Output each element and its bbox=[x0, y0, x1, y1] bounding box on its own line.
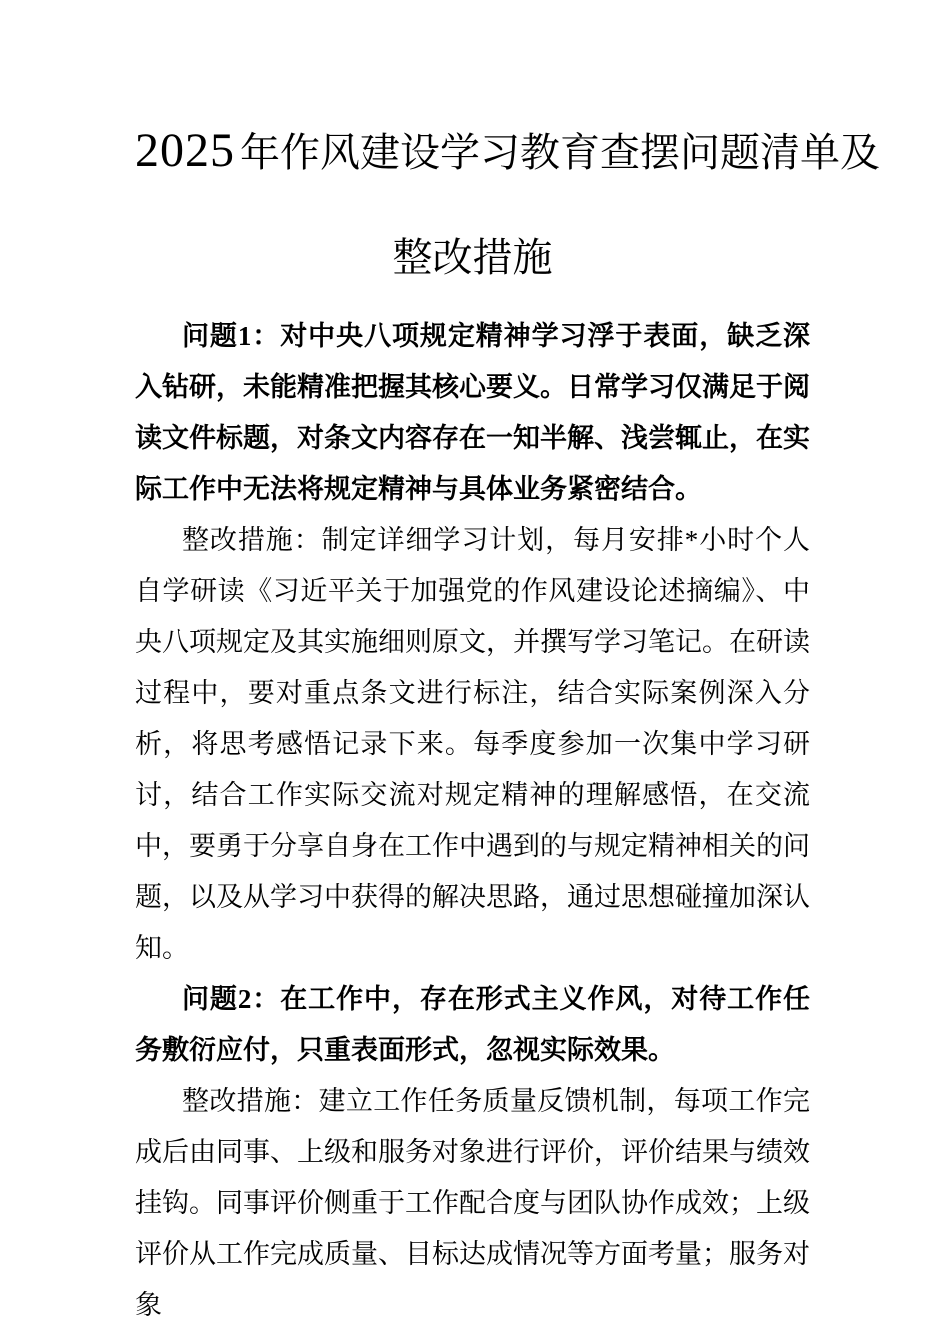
document-body bbox=[135, 311, 810, 1331]
paragraph-problem-1: 问题1：对中央八项规定精神学习浮于表面，缺乏深入钻研，未能精准把握其核心要义。日常学习仅满足于阅读文件标题，对条文内容存在一知半解、浅尝辄止，在实际工作中无法将规定精神与具体业务紧密结合。 bbox=[135, 321, 810, 504]
document-title-line1 bbox=[135, 98, 880, 206]
paragraph-measure-2: 整改措施：建立工作任务质量反馈机制，每项工作完成后由同事、上级和服务对象进行评价，评价结果与绩效挂钩。同事评价侧重于工作配合度与团队协作成效；上级评价从工作完成质量、目标达成情况等方面考量；服务对象 bbox=[135, 1086, 810, 1320]
paragraph-measure-1: 整改措施：制定详细学习计划，每月安排*小时个人自学研读《习近平关于加强党的作风建设论述摘编》、中央八项规定及其实施细则原文，并撰写学习笔记。在研读过程中，要对重点条文进行标注，结合实际案例深入分析，将思考感悟记录下来。每季度参加一次集中学习研讨，结合工作实际交流对规定精神的理解感悟，在交流中，要勇于分享自身在工作中遇到的与规定精神相关的问题，以及从学习中获得的解决思路，通过思想碰撞加深认知。 bbox=[135, 525, 810, 963]
document-title bbox=[135, 98, 880, 311]
title-year-number: 2025 bbox=[135, 124, 235, 177]
title-line1-text: 年作风建设学习教育查摆问题清单及 bbox=[240, 131, 880, 175]
paragraph-problem-2: 问题2：在工作中，存在形式主义作风，对待工作任务敷衍应付，只重表面形式，忽视实际效果。 bbox=[135, 984, 810, 1065]
document-title-line2: 整改措施 bbox=[392, 236, 553, 280]
